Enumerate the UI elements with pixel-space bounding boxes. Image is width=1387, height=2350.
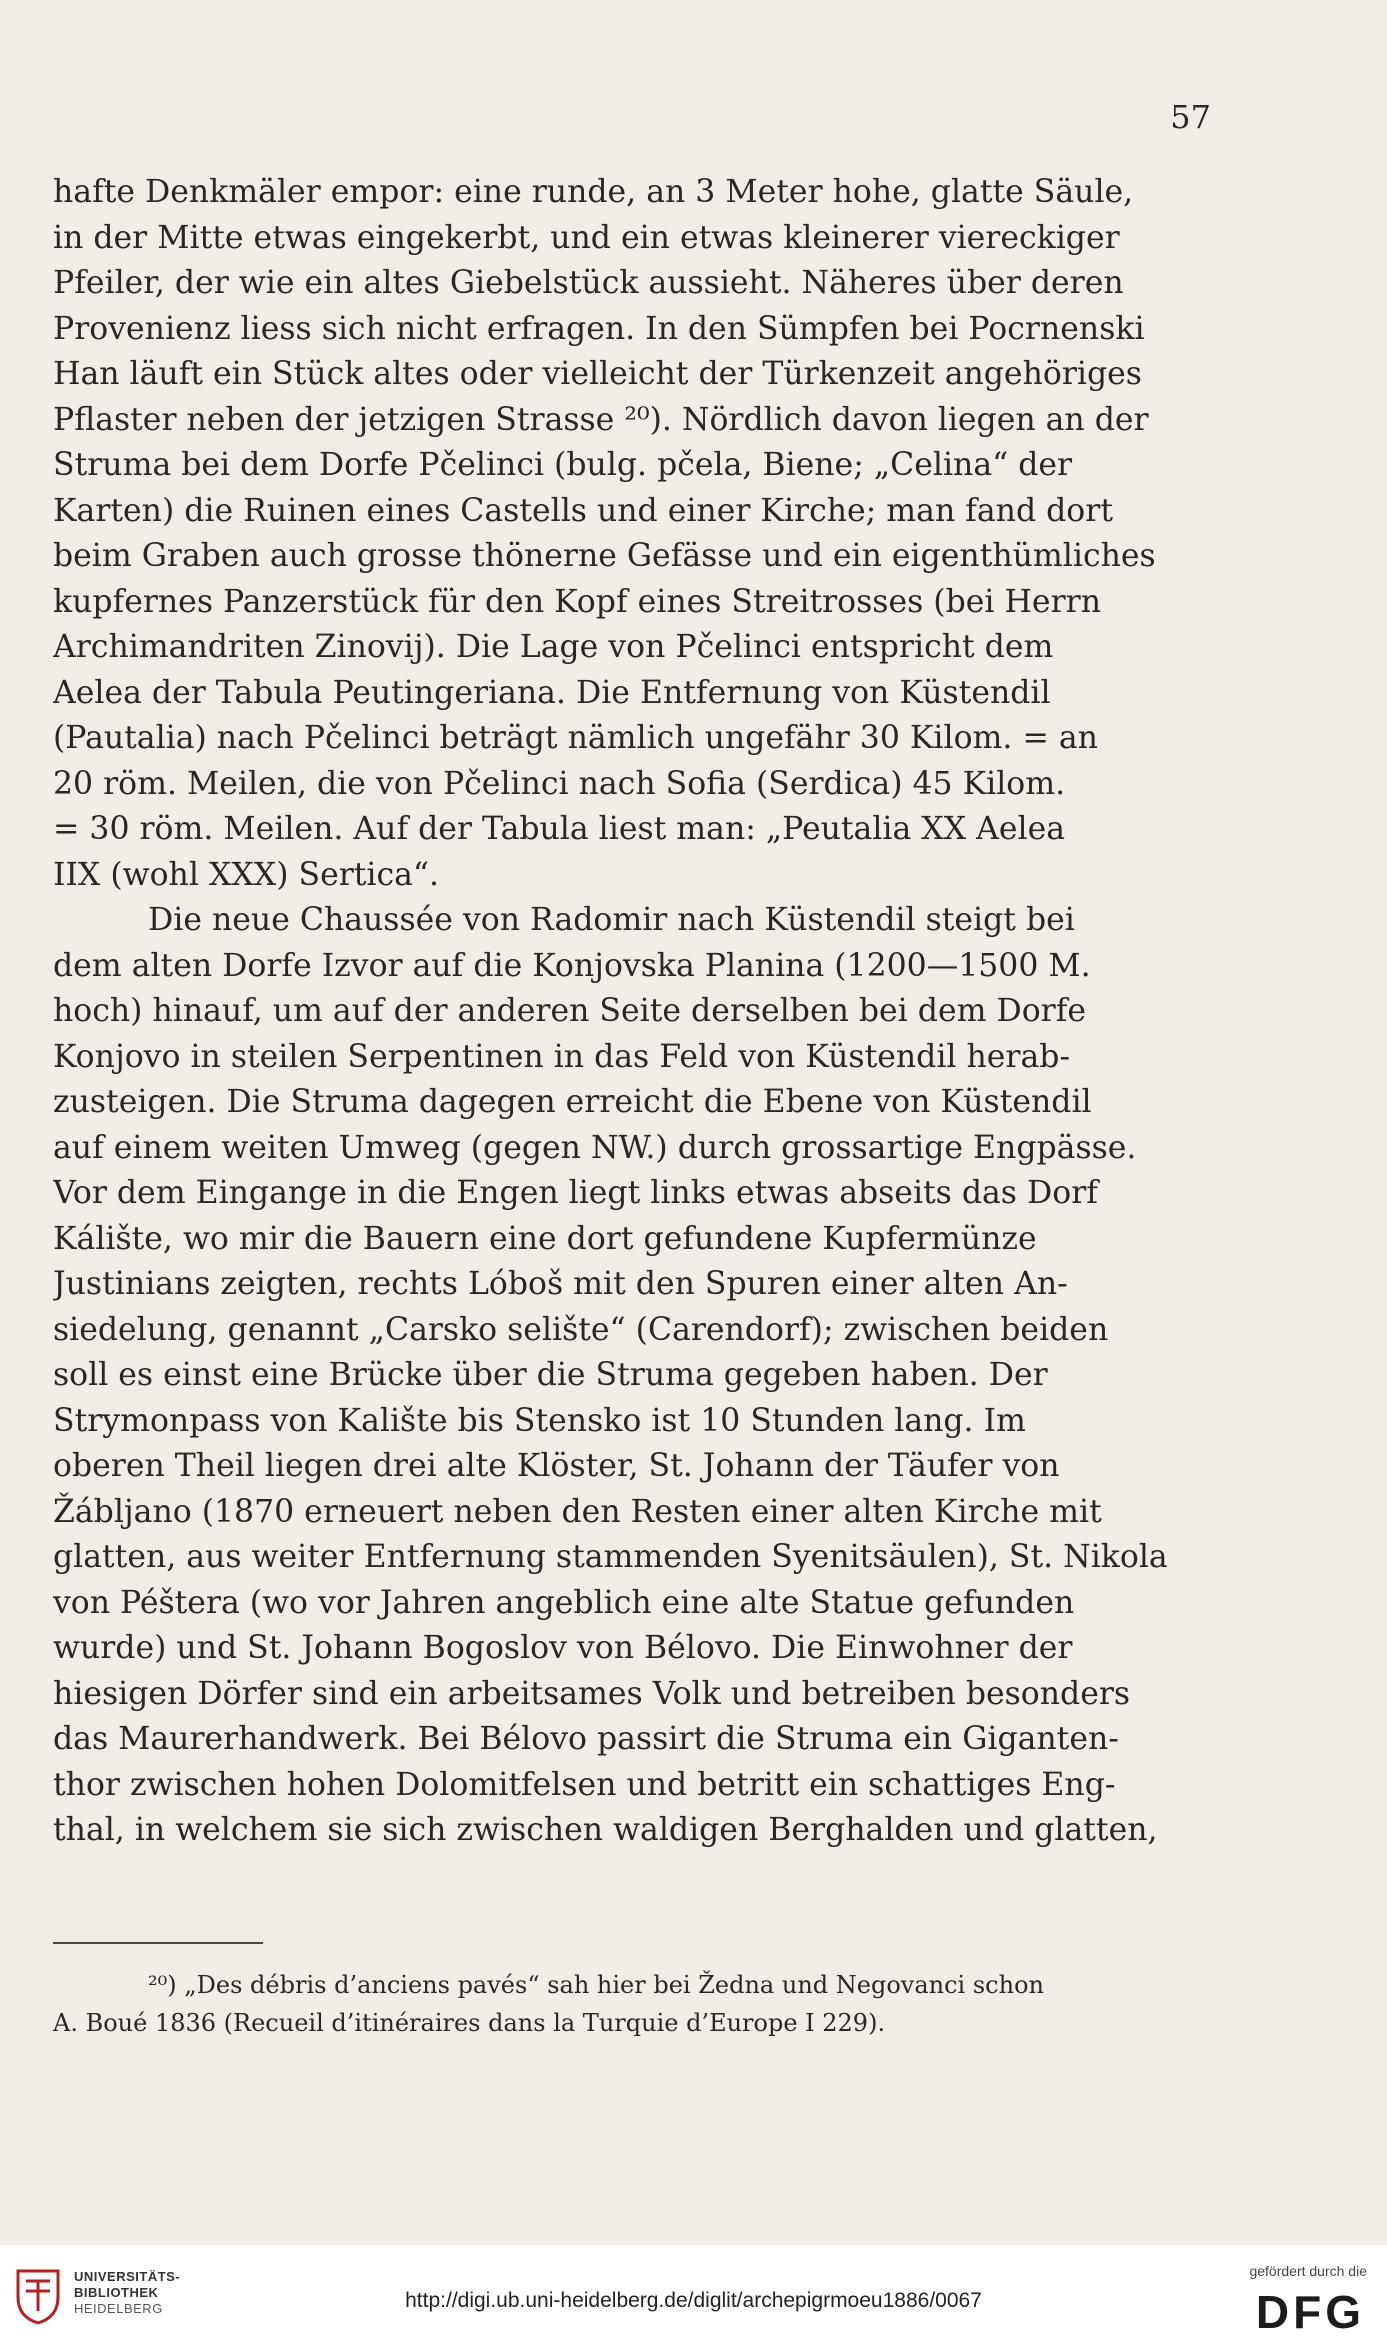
text-line: 20 röm. Meilen, die von Pčelinci nach Sofia (Serdica) 45 Kilom. (53, 765, 1066, 802)
text-line: thal, in welchem sie sich zwischen waldigen Berghalden und glatten, (53, 1812, 1158, 1848)
text-line: Kálište, wo mir die Bauern eine dort gefundene Kupfermünze (53, 1220, 1037, 1257)
text-line: Han läuft ein Stück altes oder vielleicht der Türkenzeit angehöriges (53, 356, 1142, 392)
text-line: hafte Denkmäler empor: eine runde, an 3 Meter hohe, glatte Säule, (53, 174, 1134, 210)
text-line: = 30 röm. Meilen. Auf der Tabula liest man: „Peutalia XX Aelea (53, 811, 1066, 847)
text-line: von Péštera (wo vor Jahren angeblich eine alte Statue gefunden (53, 1584, 1075, 1621)
text-line: kupfernes Panzerstück für den Kopf eines Streitrosses (bei Herrn (53, 583, 1101, 620)
text-line: dem alten Dorfe Izvor auf die Konjovska Planina (1200—1500 M. (53, 947, 1091, 984)
text-line: oberen Theil liegen drei alte Klöster, St. Johann der Täufer von (53, 1448, 1060, 1484)
text-line: Aelea der Tabula Peutingeriana. Die Entfernung von Küstendil (53, 674, 1051, 711)
text-line: Struma bei dem Dorfe Pčelinci (bulg. pčela, Biene; „Celina“ der (53, 447, 1073, 483)
text-line: Pfeiler, der wie ein altes Giebelstück aussieht. Näheres über deren (53, 265, 1124, 301)
text-line: (Pautalia) nach Pčelinci beträgt nämlich ungefähr 30 Kilom. = an (53, 720, 1098, 756)
text-line: Vor dem Eingange in die Engen liegt links etwas abseits das Dorf (53, 1175, 1098, 1211)
page-number: 57 (1170, 98, 1211, 136)
footnotes (53, 1966, 1213, 2042)
text-line: hoch) hinauf, um auf der anderen Seite derselben bei dem Dorfe (53, 993, 1087, 1029)
text-line: Konjovo in steilen Serpentinen in das Feld von Küstendil herab- (53, 1038, 1071, 1075)
viewer-footer (0, 2245, 1387, 2350)
funding-note: gefördert durch die (1249, 2263, 1367, 2279)
text-line: Karten) die Ruinen eines Castells und einer Kirche; man fand dort (53, 492, 1113, 529)
text-line: Archimandriten Zinovij). Die Lage von Pčelinci entspricht dem (53, 629, 1054, 665)
body-text (53, 170, 1213, 1854)
library-name-line: HEIDELBERG (74, 2301, 163, 2316)
library-name-line: BIBLIOTHEK (74, 2285, 159, 2300)
text-line: beim Graben auch grosse thönerne Gefässe und ein eigenthümliches (53, 538, 1156, 574)
text-line: Pflaster neben der jetzigen Strasse ²⁰). Nördlich davon liegen an der (53, 401, 1149, 438)
text-line: Strymonpass von Kalište bis Stensko ist 10 Stunden lang. Im (53, 1402, 1026, 1439)
text-line: Provenienz liess sich nicht erfragen. In den Sümpfen bei Pocrnenski (53, 310, 1145, 347)
text-line: das Maurerhandwerk. Bei Bélovo passirt die Struma ein Giganten- (53, 1721, 1119, 1757)
text-line: soll es einst eine Brücke über die Struma gegeben haben. Der (53, 1357, 1048, 1393)
text-line: in der Mitte etwas eingekerbt, und ein etwas kleinerer viereckiger (53, 219, 1120, 256)
footnote-line: ²⁰) „Des débris d’anciens pavés“ sah hier bei Žedna und Negovanci schon (148, 1971, 1044, 1999)
text-line: IIX (wohl XXX) Sertica“. (53, 856, 440, 893)
text-line: Justinians zeigten, rechts Lóboš mit den Spuren einer alten An- (53, 1266, 1068, 1302)
text-line: siedelung, genannt „Carsko selište“ (Carendorf); zwischen beiden (53, 1311, 1109, 1348)
text-line: Žábljano (1870 erneuert neben den Resten einer alten Kirche mit (53, 1493, 1102, 1530)
permalink-url[interactable]: http://digi.ub.uni-heidelberg.de/diglit/archepigrmoeu1886/0067 (405, 2289, 982, 2312)
text-line: hiesigen Dörfer sind ein arbeitsames Volk und betreiben besonders (53, 1675, 1131, 1712)
footnote-line: A. Boué 1836 (Recueil d’itinéraires dans la Turquie d’Europe I 229). (53, 2009, 886, 2037)
footnote-rule (53, 1942, 263, 1944)
text-line: thor zwischen hohen Dolomitfelsen und betritt ein schattiges Eng- (53, 1766, 1116, 1803)
text-line: glatten, aus weiter Entfernung stammenden Syenitsäulen), St. Nikola (53, 1539, 1168, 1575)
dfg-logo: DFG (1255, 2286, 1365, 2338)
text-line: wurde) und St. Johann Bogoslov von Bélovo. Die Einwohner der (53, 1630, 1073, 1666)
library-name-line: UNIVERSITÄTS- (74, 2269, 181, 2284)
text-line: auf einem weiten Umweg (gegen NW.) durch grossartige Engpässe. (53, 1129, 1137, 1166)
text-line: zusteigen. Die Struma dagegen erreicht die Ebene von Küstendil (53, 1084, 1092, 1120)
text-line: Die neue Chaussée von Radomir nach Küstendil steigt bei (148, 902, 1075, 938)
